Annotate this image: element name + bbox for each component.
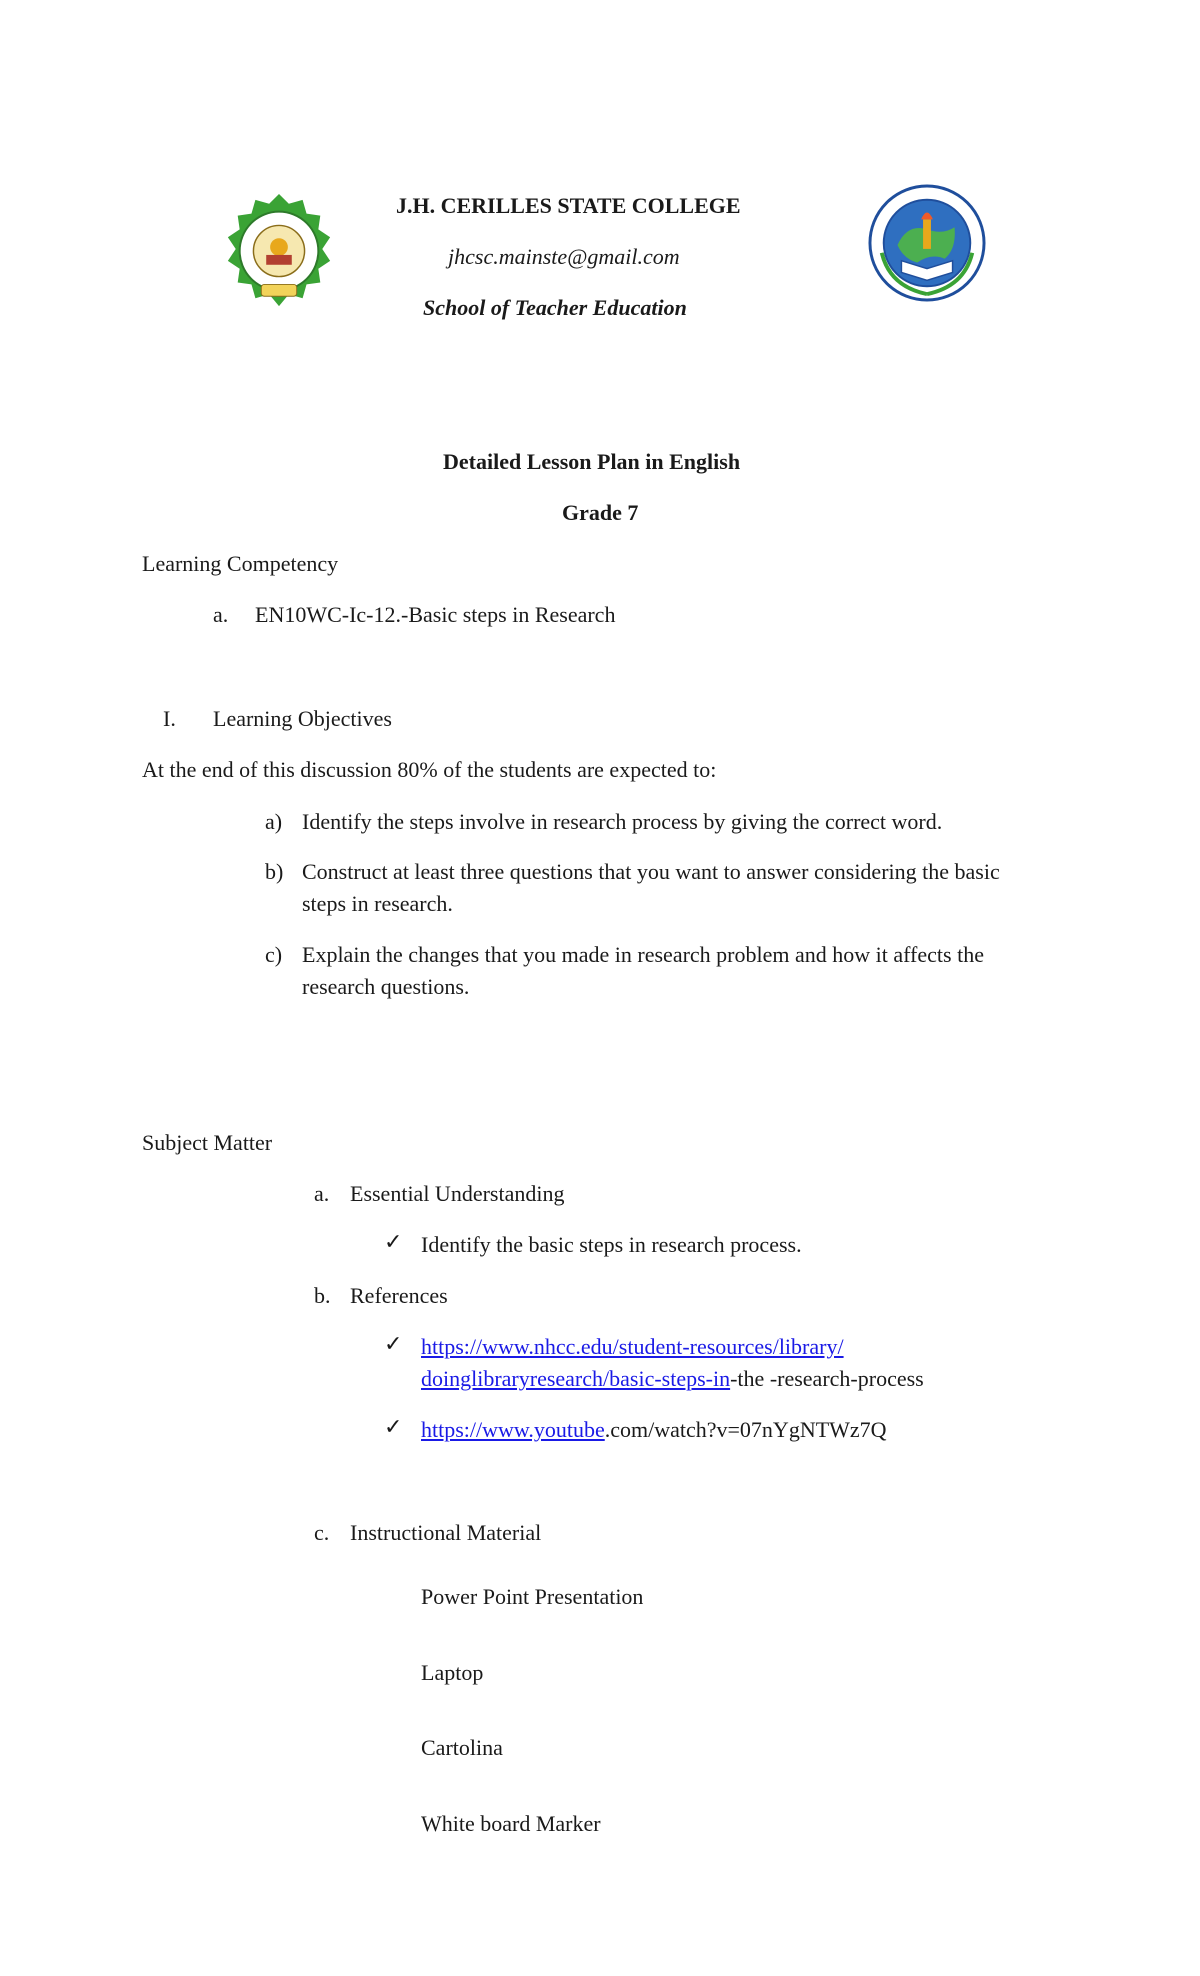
objective-b-text-line1: Construct at least three questions that you want to answer considering the basic <box>302 859 1000 884</box>
objective-c-text-line2: research questions. <box>302 974 470 999</box>
objective-c-marker: c) <box>265 942 283 967</box>
lesson-plan-title: Detailed Lesson Plan in English <box>443 449 741 474</box>
school-of-teacher-education-logo <box>868 184 986 302</box>
reference-link-youtube[interactable]: https://www.youtube <box>421 1417 605 1442</box>
competency-marker: a. <box>213 602 229 627</box>
grade-level: Grade 7 <box>562 500 639 525</box>
material-item: Cartolina <box>421 1735 503 1760</box>
college-name: J.H. CERILLES STATE COLLEGE <box>396 193 741 218</box>
ref-marker: b. <box>314 1283 331 1308</box>
school-name: School of Teacher Education <box>423 295 687 320</box>
eu-marker: a. <box>314 1181 330 1206</box>
reference-nhcc-suffix: -the -research-process <box>730 1366 924 1391</box>
college-seal-logo <box>220 192 338 310</box>
check-icon: ✓ <box>384 1331 403 1356</box>
competency-heading: Learning Competency <box>142 551 339 576</box>
college-email: jhcsc.mainste@gmail.com <box>448 244 680 269</box>
objective-c-text-line1: Explain the changes that you made in research problem and how it affects the <box>302 942 984 967</box>
subject-heading: Subject Matter <box>142 1130 273 1155</box>
material-item: Power Point Presentation <box>421 1584 644 1609</box>
objectives-heading: Learning Objectives <box>213 706 392 731</box>
objective-a-marker: a) <box>265 809 283 834</box>
check-icon: ✓ <box>384 1229 403 1254</box>
check-icon: ✓ <box>384 1414 403 1439</box>
im-heading: Instructional Material <box>350 1520 542 1545</box>
objective-b-text-line2: steps in research. <box>302 891 453 916</box>
material-item: Laptop <box>421 1660 484 1685</box>
reference-link-nhcc-line2[interactable]: doinglibraryresearch/basic-steps-in <box>421 1366 731 1391</box>
reference-youtube-suffix: .com/watch?v=07nYgNTWz7Q <box>604 1417 887 1442</box>
objective-a-text: Identify the steps involve in research process by giving the correct word. <box>302 809 943 834</box>
objective-b-marker: b) <box>265 859 284 884</box>
ref-heading: References <box>350 1283 448 1308</box>
reference-nhcc-line2 <box>421 1365 924 1393</box>
material-item: White board Marker <box>421 1811 601 1836</box>
objectives-marker: I. <box>163 706 176 731</box>
reference-link-nhcc-line1[interactable]: https://www.nhcc.edu/student-resources/library/ <box>421 1334 844 1359</box>
im-marker: c. <box>314 1520 330 1545</box>
competency-item: EN10WC-Ic-12.-Basic steps in Research <box>255 602 616 627</box>
eu-heading: Essential Understanding <box>350 1181 565 1206</box>
eu-item: Identify the basic steps in research process. <box>421 1232 802 1257</box>
objectives-intro: At the end of this discussion 80% of the students are expected to: <box>142 757 717 782</box>
reference-youtube <box>421 1416 887 1444</box>
